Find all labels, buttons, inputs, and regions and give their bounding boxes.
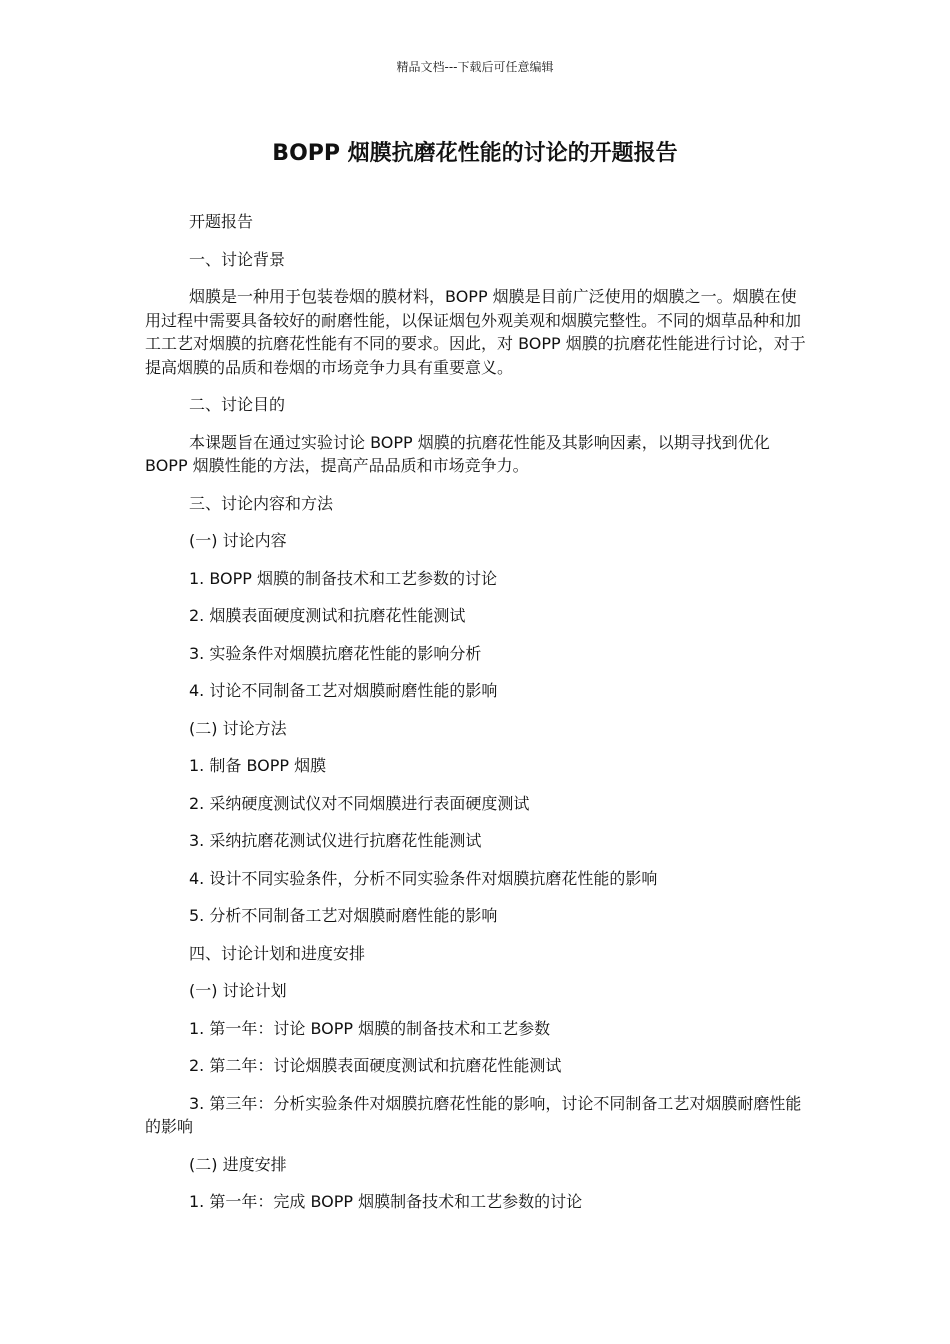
list-item: 2. 第二年：讨论烟膜表面硬度测试和抗磨花性能测试 <box>189 1056 562 1075</box>
section-heading-purpose: 二、讨论目的 <box>189 395 286 414</box>
list-item: 4. 设计不同实验条件，分析不同实验条件对烟膜抗磨花性能的影响 <box>189 868 658 888</box>
subsection-heading-schedule: (二) 进度安排 <box>189 1154 287 1174</box>
list-item: 1. 第一年：完成 BOPP 烟膜制备技术和工艺参数的讨论 <box>189 1192 583 1211</box>
document-title: BOPP 烟膜抗磨花性能的讨论的开题报告 <box>272 141 678 166</box>
list-item: 1. 第一年：讨论 BOPP 烟膜的制备技术和工艺参数 <box>189 1018 551 1038</box>
list-item: 4. 讨论不同制备工艺对烟膜耐磨性能的影响 <box>189 681 498 700</box>
section-heading-plan: 四、讨论计划和进度安排 <box>189 943 366 963</box>
header-note: 精品文档---下载后可任意编辑 <box>396 60 554 74</box>
list-item: 2. 烟膜表面硬度测试和抗磨花性能测试 <box>189 606 466 625</box>
section-heading-background: 一、讨论背景 <box>189 249 286 269</box>
section-heading-content-method: 三、讨论内容和方法 <box>189 493 334 513</box>
subsection-heading-method: (二) 讨论方法 <box>189 718 287 738</box>
list-item: 3. 实验条件对烟膜抗磨花性能的影响分析 <box>189 643 482 663</box>
list-item: 5. 分析不同制备工艺对烟膜耐磨性能的影响 <box>189 906 498 925</box>
subsection-heading-plan: (一) 讨论计划 <box>189 981 287 1000</box>
list-item: 3. 第三年：分析实验条件对烟膜抗磨花性能的影响，讨论不同制备工艺对烟膜耐磨性能的影响 <box>145 1093 802 1136</box>
paragraph-purpose: 本课题旨在通过实验讨论 BOPP 烟膜的抗磨花性能及其影响因素，以期寻找到优化 BOPP 烟膜性能的方法，提高产品品质和市场竞争力。 <box>145 432 770 475</box>
paragraph-heading-report: 开题报告 <box>189 212 254 231</box>
document-body <box>145 210 807 1228</box>
list-item: 3. 采纳抗磨花测试仪进行抗磨花性能测试 <box>189 831 482 850</box>
list-item: 2. 采纳硬度测试仪对不同烟膜进行表面硬度测试 <box>189 793 530 813</box>
list-item: 1. 制备 BOPP 烟膜 <box>189 756 327 775</box>
paragraph-background: 烟膜是一种用于包装卷烟的膜材料，BOPP 烟膜是目前广泛使用的烟膜之一。烟膜在使用过程中需要具备较好的耐磨性能，以保证烟包外观美观和烟膜完整性。不同的烟草品种和加工工艺对烟膜的抗磨花性能有不同的要求。因此，对 BOPP 烟膜的抗磨花性能进行讨论，对于提高烟膜的品质和卷烟的市场竞争力具有重要意义。 <box>145 287 806 377</box>
list-item: 1. BOPP 烟膜的制备技术和工艺参数的讨论 <box>189 568 498 588</box>
subsection-heading-content: (一) 讨论内容 <box>189 531 287 550</box>
